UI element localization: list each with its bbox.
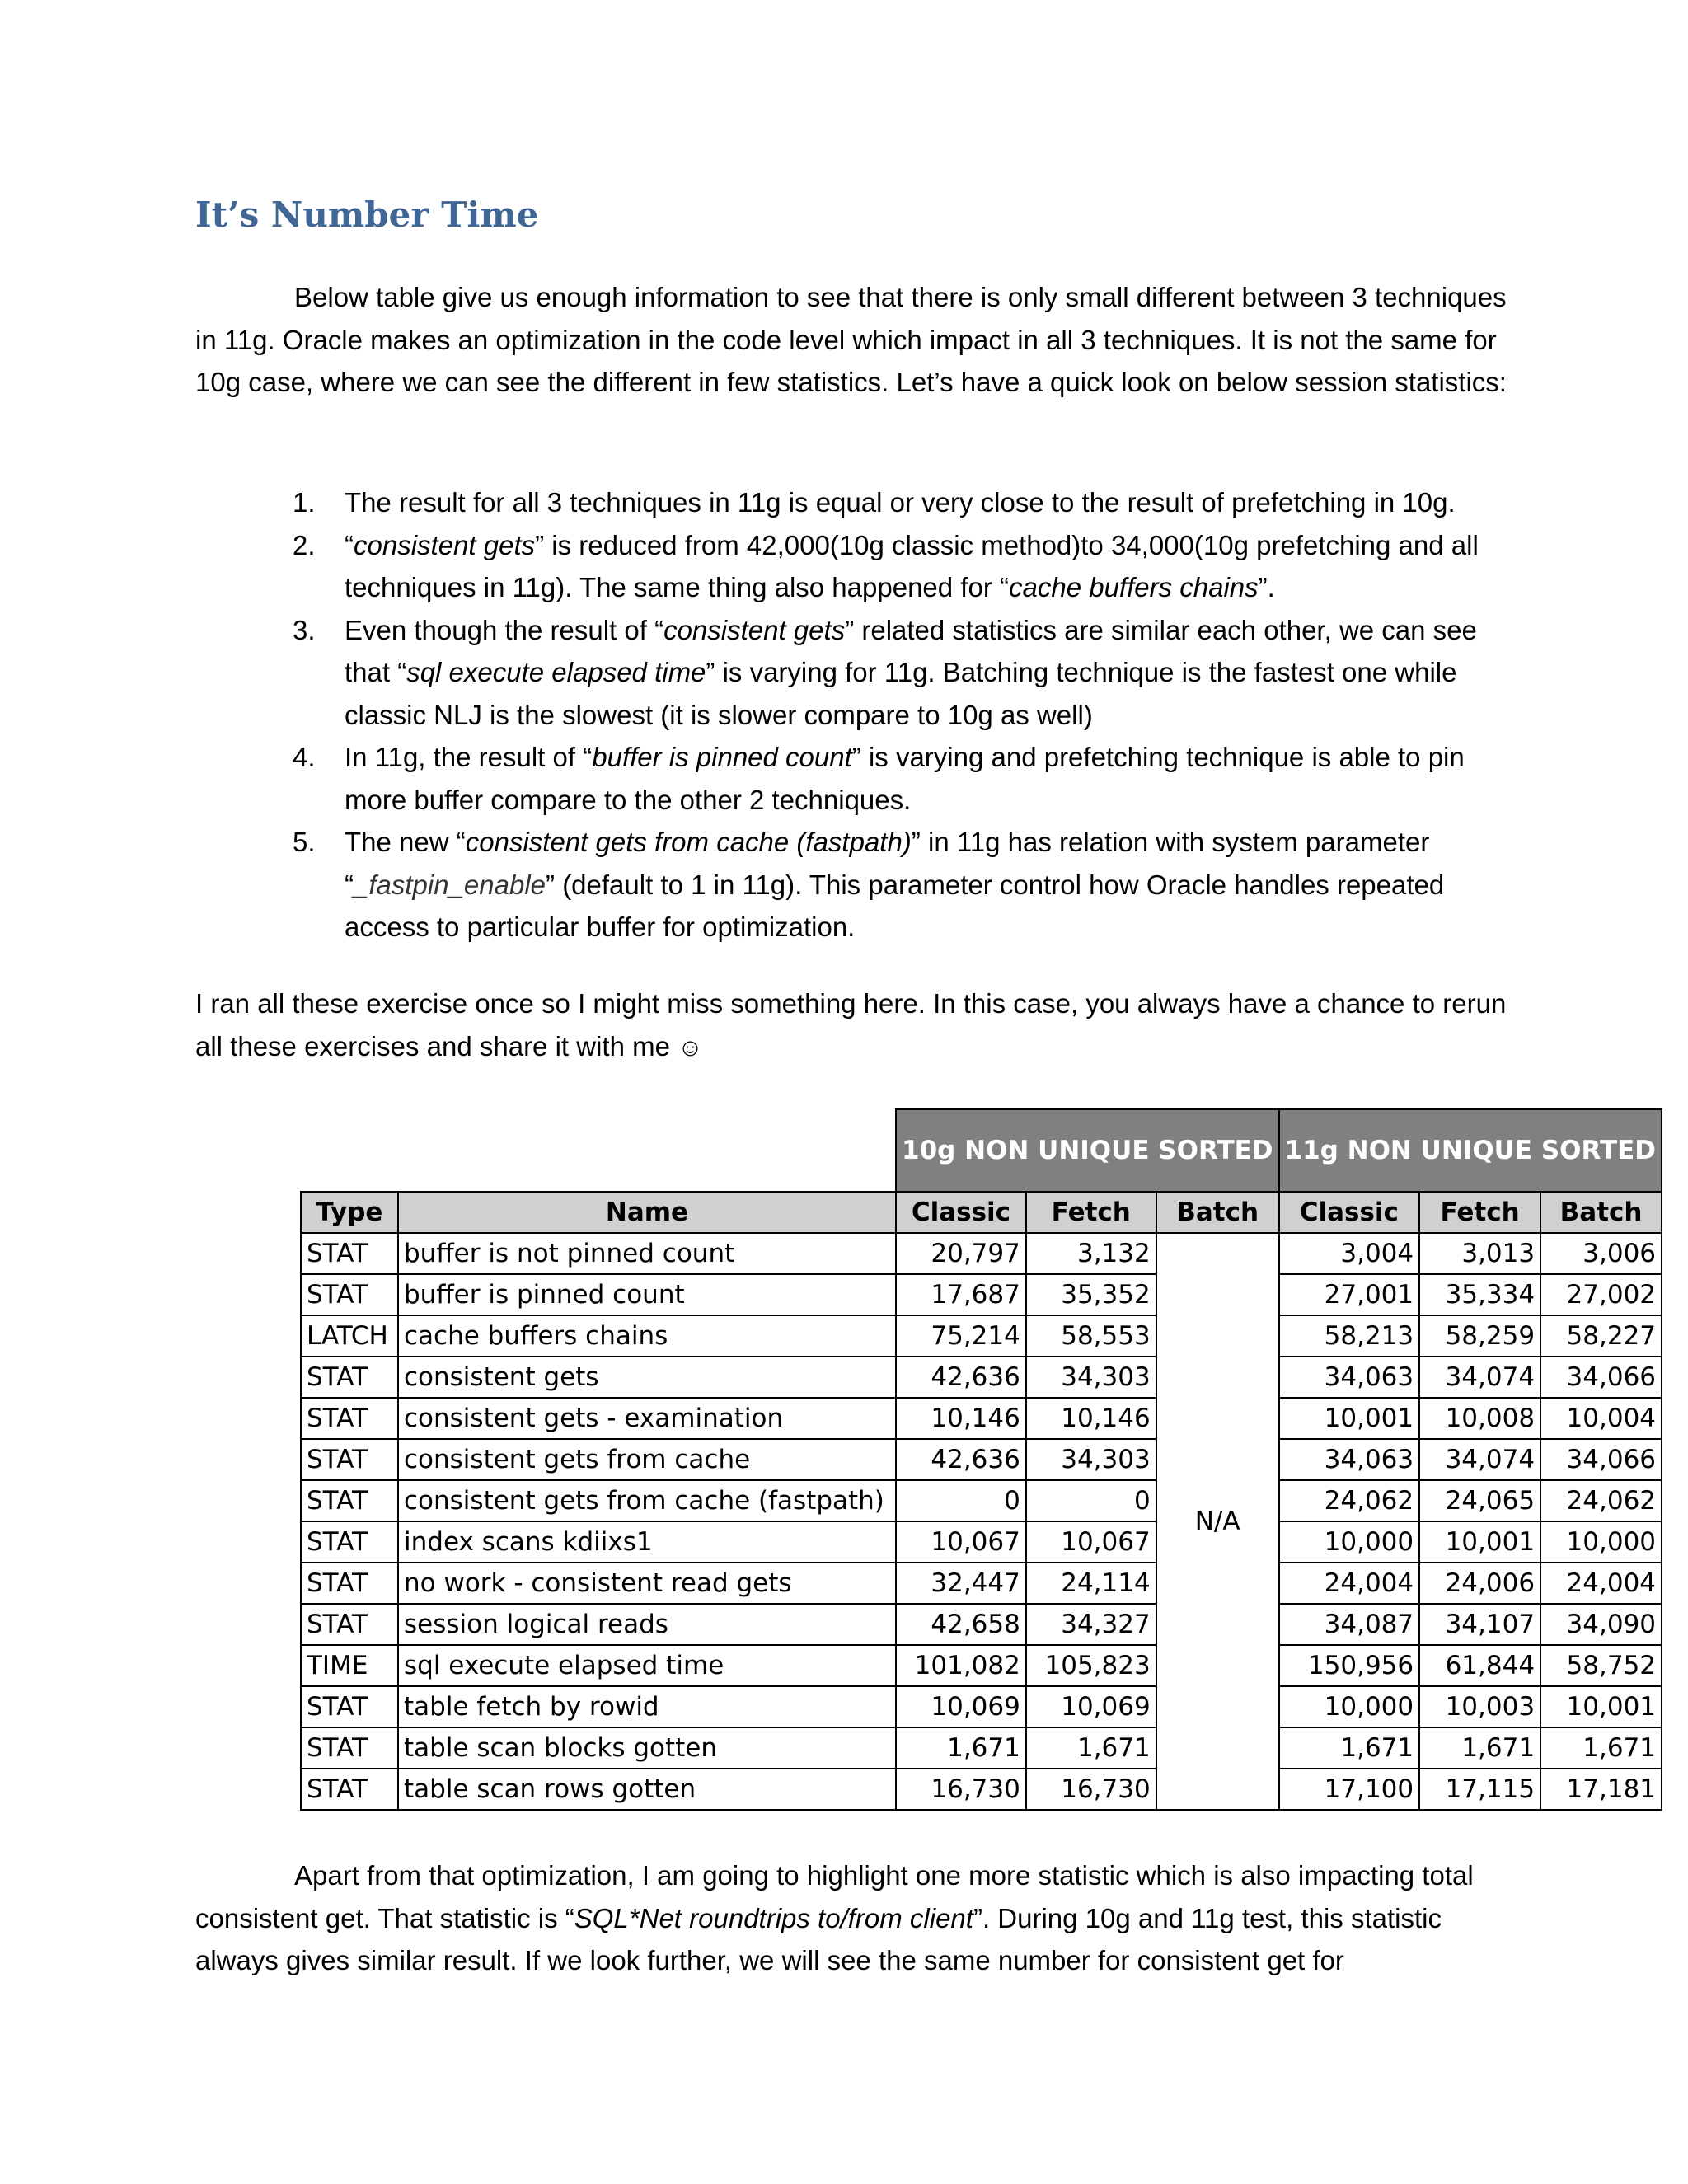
emphasized-term: _fastpin_enable	[354, 869, 546, 900]
column-header: Batch	[1540, 1192, 1662, 1233]
list-text: ” in 11g has relation with system parameter “	[345, 827, 1430, 900]
findings-list	[293, 481, 1529, 949]
list-item	[293, 609, 1529, 737]
type-cell: STAT	[301, 1604, 398, 1645]
list-text: In 11g, the result of “	[345, 742, 593, 772]
value-cell: 24,004	[1540, 1563, 1662, 1604]
value-cell: 10,001	[1419, 1521, 1540, 1563]
value-cell: 42,636	[896, 1357, 1026, 1398]
value-cell: 35,334	[1419, 1274, 1540, 1315]
value-cell: 105,823	[1026, 1645, 1156, 1686]
table-row	[301, 1604, 1662, 1645]
type-cell: STAT	[301, 1521, 398, 1563]
list-text: The result for all 3 techniques in 11g is equal or very close to the result of prefetching in 10g.	[345, 487, 1456, 518]
list-number: 5.	[293, 827, 316, 857]
value-cell: 17,181	[1540, 1769, 1662, 1810]
table-row	[301, 1233, 1662, 1274]
name-cell: buffer is pinned count	[398, 1274, 896, 1315]
table-row	[301, 1645, 1662, 1686]
emphasized-term: cache buffers chains	[1008, 572, 1259, 602]
value-cell: 27,001	[1279, 1274, 1420, 1315]
list-text: The new “	[345, 827, 466, 857]
value-cell: 10,000	[1540, 1521, 1662, 1563]
value-cell: 34,063	[1279, 1439, 1420, 1480]
list-text: ” is varying and prefetching technique is able to pin more buffer compare to the other 2 techniques.	[345, 742, 1465, 815]
value-cell: 24,114	[1026, 1563, 1156, 1604]
value-cell: 24,062	[1279, 1480, 1420, 1521]
table-row	[301, 1686, 1662, 1727]
name-cell: table scan rows gotten	[398, 1769, 896, 1810]
name-cell: buffer is not pinned count	[398, 1233, 896, 1274]
type-cell: LATCH	[301, 1315, 398, 1357]
value-cell: 0	[896, 1480, 1026, 1521]
value-cell: 10,000	[1279, 1686, 1420, 1727]
value-cell: 17,687	[896, 1274, 1026, 1315]
value-cell: 10,146	[896, 1398, 1026, 1439]
column-header: Fetch	[1419, 1192, 1540, 1233]
value-cell: 10,001	[1279, 1398, 1420, 1439]
value-cell: 24,004	[1279, 1563, 1420, 1604]
emphasized-term: consistent gets from cache (fastpath)	[465, 827, 912, 857]
table-row	[301, 1357, 1662, 1398]
table-row	[301, 1274, 1662, 1315]
value-cell: 10,001	[1540, 1686, 1662, 1727]
value-cell: 10,069	[896, 1686, 1026, 1727]
list-text: Even though the result of “	[345, 614, 664, 645]
group-header-11g: 11g NON UNIQUE SORTED	[1279, 1109, 1662, 1192]
name-cell: index scans kdiixs1	[398, 1521, 896, 1563]
value-cell: 58,227	[1540, 1315, 1662, 1357]
column-header: Batch	[1156, 1192, 1279, 1233]
list-number: 4.	[293, 742, 316, 772]
value-cell: 10,008	[1419, 1398, 1540, 1439]
type-cell: STAT	[301, 1233, 398, 1274]
value-cell: 10,000	[1279, 1521, 1420, 1563]
value-cell: 10,003	[1419, 1686, 1540, 1727]
outro-paragraph	[195, 982, 1514, 1069]
value-cell: 58,553	[1026, 1315, 1156, 1357]
list-item	[293, 821, 1529, 949]
value-cell: 75,214	[896, 1315, 1026, 1357]
value-cell: 58,259	[1419, 1315, 1540, 1357]
table-row	[301, 1398, 1662, 1439]
type-cell: STAT	[301, 1686, 398, 1727]
value-cell: 10,067	[1026, 1521, 1156, 1563]
type-cell: STAT	[301, 1398, 398, 1439]
value-cell: 24,006	[1419, 1563, 1540, 1604]
value-cell: 34,066	[1540, 1357, 1662, 1398]
name-cell: no work - consistent read gets	[398, 1563, 896, 1604]
type-cell: STAT	[301, 1357, 398, 1398]
column-header: Name	[398, 1192, 896, 1233]
list-text: ” (default to 1 in 11g). This parameter control how Oracle handles repeated access to particular buffer for optimization.	[345, 869, 1445, 942]
emphasized-term: SQL*Net roundtrips to/from client	[574, 1902, 973, 1933]
emphasized-term: buffer is pinned count	[592, 742, 852, 772]
value-cell: 16,730	[896, 1769, 1026, 1810]
name-cell: table scan blocks gotten	[398, 1727, 896, 1769]
list-item	[293, 524, 1529, 609]
value-cell: 1,671	[1540, 1727, 1662, 1769]
list-text: ”.	[1258, 572, 1275, 602]
value-cell: 17,100	[1279, 1769, 1420, 1810]
list-number: 3.	[293, 614, 316, 645]
value-cell: 10,004	[1540, 1398, 1662, 1439]
outro-text: I ran all these exercise once so I might miss something here. In this case, you always have a chance to rerun all these exercises and share it with me	[195, 988, 1507, 1062]
value-cell: 150,956	[1279, 1645, 1420, 1686]
value-cell: 42,658	[896, 1604, 1026, 1645]
group-header-10g: 10g NON UNIQUE SORTED	[896, 1109, 1279, 1192]
list-text: ” is varying for 11g. Batching technique is the fastest one while classic NLJ is the slowest (it is slower compare to 10g as well)	[345, 657, 1457, 730]
value-cell: 61,844	[1419, 1645, 1540, 1686]
value-cell: 34,303	[1026, 1439, 1156, 1480]
emphasized-term: consistent gets	[354, 529, 536, 560]
value-cell: 1,671	[896, 1727, 1026, 1769]
session-statistics-table	[300, 1108, 1662, 1811]
name-cell: cache buffers chains	[398, 1315, 896, 1357]
intro-text: Below table give us enough information to see that there is only small different between 3 techniques in 11g. Oracle makes an optimization in the code level which impact in all 3 techniques. It is not the same for 10g case, where we can see the different in few statistics. Let’s have a quick look on below session statistics:	[195, 282, 1507, 397]
value-cell: 20,797	[896, 1233, 1026, 1274]
value-cell: 24,062	[1540, 1480, 1662, 1521]
value-cell: 3,004	[1279, 1233, 1420, 1274]
smiley-icon: ☺	[678, 1033, 703, 1062]
table-row	[301, 1315, 1662, 1357]
intro-paragraph	[195, 276, 1514, 404]
value-cell: 34,090	[1540, 1604, 1662, 1645]
table-row	[301, 1769, 1662, 1810]
name-cell: session logical reads	[398, 1604, 896, 1645]
value-cell: 101,082	[896, 1645, 1026, 1686]
closing-text: ”. During 10g and 11g test, this statistic always gives similar result. If we look further, we will see the same number for consistent get for	[195, 1902, 1442, 1975]
value-cell: 3,132	[1026, 1233, 1156, 1274]
column-header: Fetch	[1026, 1192, 1156, 1233]
value-cell: 1,671	[1026, 1727, 1156, 1769]
value-cell: 10,146	[1026, 1398, 1156, 1439]
value-cell: 34,074	[1419, 1357, 1540, 1398]
value-cell: 16,730	[1026, 1769, 1156, 1810]
closing-text: Apart from that optimization, I am going to highlight one more statistic which is also impacting total consistent get. That statistic is “	[195, 1860, 1474, 1933]
column-header: Type	[301, 1192, 398, 1233]
value-cell: 10,067	[896, 1521, 1026, 1563]
table-row	[301, 1563, 1662, 1604]
list-item	[293, 481, 1529, 524]
value-cell: 1,671	[1419, 1727, 1540, 1769]
column-header: Classic	[1279, 1192, 1420, 1233]
name-cell: sql execute elapsed time	[398, 1645, 896, 1686]
column-header-row	[301, 1192, 1662, 1233]
value-cell: 17,115	[1419, 1769, 1540, 1810]
value-cell: 58,752	[1540, 1645, 1662, 1686]
value-cell: 27,002	[1540, 1274, 1662, 1315]
list-item	[293, 736, 1529, 821]
column-header: Classic	[896, 1192, 1026, 1233]
value-cell: 24,065	[1419, 1480, 1540, 1521]
value-cell: 34,066	[1540, 1439, 1662, 1480]
value-cell: 34,074	[1419, 1439, 1540, 1480]
list-text: “	[345, 529, 354, 560]
table-row	[301, 1521, 1662, 1563]
type-cell: STAT	[301, 1274, 398, 1315]
value-cell: 34,087	[1279, 1604, 1420, 1645]
value-cell: 34,107	[1419, 1604, 1540, 1645]
type-cell: STAT	[301, 1727, 398, 1769]
emphasized-term: consistent gets	[663, 614, 846, 645]
table-row	[301, 1480, 1662, 1521]
name-cell: consistent gets	[398, 1357, 896, 1398]
name-cell: consistent gets from cache	[398, 1439, 896, 1480]
name-cell: consistent gets from cache (fastpath)	[398, 1480, 896, 1521]
value-cell: 35,352	[1026, 1274, 1156, 1315]
table-row	[301, 1727, 1662, 1769]
value-cell: 34,327	[1026, 1604, 1156, 1645]
type-cell: TIME	[301, 1645, 398, 1686]
na-cell: N/A	[1156, 1233, 1279, 1810]
section-heading: It’s Number Time	[195, 194, 539, 235]
list-text: ” related statistics are similar each other, we can see that “	[345, 614, 1477, 687]
type-cell: STAT	[301, 1439, 398, 1480]
list-number: 1.	[293, 487, 316, 518]
value-cell: 0	[1026, 1480, 1156, 1521]
type-cell: STAT	[301, 1563, 398, 1604]
value-cell: 3,013	[1419, 1233, 1540, 1274]
list-text: ” is reduced from 42,000(10g classic method)to 34,000(10g prefetching and all techniques in 11g). The same thing also happened for “	[345, 529, 1479, 602]
name-cell: consistent gets - examination	[398, 1398, 896, 1439]
type-cell: STAT	[301, 1480, 398, 1521]
value-cell: 3,006	[1540, 1233, 1662, 1274]
list-number: 2.	[293, 529, 316, 560]
closing-paragraph	[195, 1854, 1514, 1982]
value-cell: 42,636	[896, 1439, 1026, 1480]
emphasized-term: sql execute elapsed time	[406, 657, 706, 687]
value-cell: 10,069	[1026, 1686, 1156, 1727]
value-cell: 1,671	[1279, 1727, 1420, 1769]
value-cell: 32,447	[896, 1563, 1026, 1604]
type-cell: STAT	[301, 1769, 398, 1810]
table-row	[301, 1439, 1662, 1480]
name-cell: table fetch by rowid	[398, 1686, 896, 1727]
value-cell: 34,063	[1279, 1357, 1420, 1398]
value-cell: 34,303	[1026, 1357, 1156, 1398]
value-cell: 58,213	[1279, 1315, 1420, 1357]
